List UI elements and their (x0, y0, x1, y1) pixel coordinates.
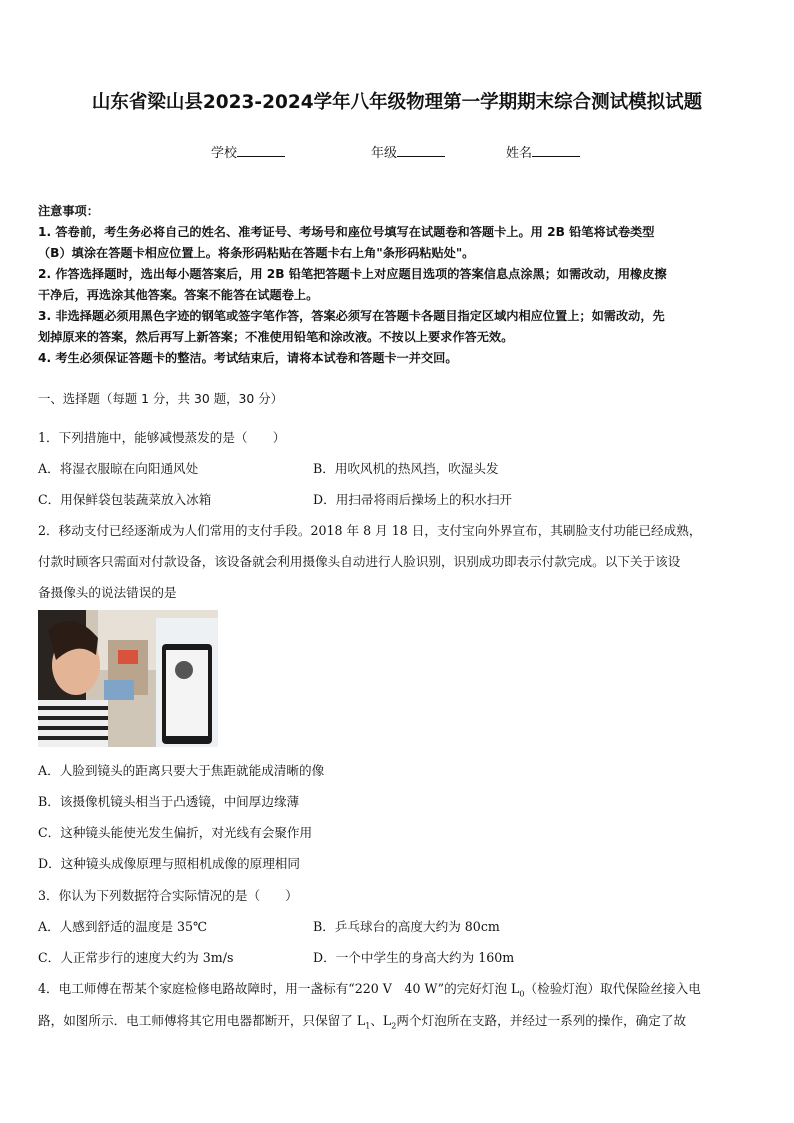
school-blank[interactable] (237, 144, 285, 157)
q2-stem-line: 2．移动支付已经逐渐成为人们常用的支付手段。2018 年 8 月 18 日，支付宝向外界宣布，其刷脸支付功能已经成熟， (38, 523, 702, 538)
notice-line: 1. 答卷前，考生务必将自己的姓名、准考证号、考场号和座位号填写在试题卷和答题卡上。用 2B 铅笔将试卷类型 (38, 225, 655, 239)
notice-line: 2. 作答选择题时，选出每小题答案后，用 2B 铅笔把答题卡上对应题目选项的答案信息点涂黑；如需改动，用橡皮擦 (38, 267, 667, 281)
q2-stem-line: 备摄像头的说法错误的是 (38, 585, 177, 600)
q4-subscript: 0 (519, 989, 525, 999)
q1-stem: 1．下列措施中，能够减慢蒸发的是（ ） (38, 430, 286, 445)
q4-text: （检验灯泡）取代保险丝接入电 (524, 981, 701, 996)
notice-line: 划掉原来的答案，然后再写上新答案；不准使用铅笔和涂改液。不按以上要求作答无效。 (38, 330, 514, 344)
q4-text: 路，如图所示．电工师傅将其它用电器都断开，只保留了 L (38, 1013, 366, 1028)
q2-option-d[interactable]: D．这种镜头成像原理与照相机成像的原理相同 (38, 856, 300, 871)
grade-blank[interactable] (397, 144, 445, 157)
q4-subscript: 2 (391, 1021, 397, 1031)
q3-option-a[interactable]: A．人感到舒适的温度是 35℃ (38, 919, 208, 934)
section-heading: 一、选择题（每题 1 分，共 30 题，30 分） (38, 391, 283, 406)
q2-stem-line: 付款时顾客只需面对付款设备，该设备就会利用摄像头自动进行人脸识别，识别成功即表示付款完成。以下关于该设 (38, 554, 681, 569)
notice-line: 4. 考生必须保证答题卡的整洁。考试结束后，请将本试卷和答题卡一并交回。 (38, 351, 458, 365)
q4-stem-line (38, 1010, 686, 1031)
q1-option-b[interactable]: B．用吹风机的热风挡，吹湿头发 (313, 461, 499, 476)
grade-label: 年级 (371, 146, 398, 161)
q3-option-d[interactable]: D．一个中学生的身高大约为 160m (313, 950, 515, 965)
q4-stem-line (38, 978, 701, 999)
name-field[interactable] (506, 142, 580, 161)
grade-field[interactable] (371, 142, 445, 161)
page-title: 山东省梁山县2023-2024学年八年级物理第一学期期末综合测试模拟试题 (91, 92, 703, 113)
notice-heading: 注意事项： (38, 204, 99, 218)
q4-subscript: 1 (365, 1021, 371, 1031)
q3-option-c[interactable]: C．人正常步行的速度大约为 3m/s (38, 950, 234, 965)
name-label: 姓名 (506, 146, 533, 161)
name-blank[interactable] (532, 144, 580, 157)
school-field[interactable] (211, 142, 285, 161)
notice-line: 3. 非选择题必须用黑色字迹的钢笔或签字笔作答，答案必须写在答题卡各题目指定区域内相应位置上；如需改动，先 (38, 309, 665, 323)
q2-option-c[interactable]: C．这种镜头能使光发生偏折，对光线有会聚作用 (38, 825, 313, 840)
notice-line: （B）填涂在答题卡相应位置上。将条形码粘贴在答题卡右上角"条形码粘贴处"。 (38, 246, 475, 260)
q3-stem: 3．你认为下列数据符合实际情况的是（ ） (38, 888, 298, 903)
q4-text: 两个灯泡所在支路，并经过一系列的操作，确定了故 (396, 1013, 687, 1028)
notice-block (38, 201, 760, 369)
q2-option-b[interactable]: B．该摄像机镜头相当于凸透镜，中间厚边缘薄 (38, 794, 300, 809)
q4-text: 、L (370, 1013, 392, 1028)
face-payment-illustration (38, 610, 218, 747)
school-label: 学校 (211, 146, 238, 161)
q4-text: 4．电工师傅在帮某个家庭检修电路故障时，用一盏标有“220 V 40 W”的完好灯泡 L (38, 981, 520, 996)
q2-option-a[interactable]: A．人脸到镜头的距离只要大于焦距就能成清晰的像 (38, 763, 325, 778)
notice-line: 干净后，再选涂其他答案。答案不能答在试题卷上。 (38, 288, 319, 302)
q1-option-c[interactable]: C．用保鲜袋包装蔬菜放入冰箱 (38, 492, 212, 507)
q3-option-b[interactable]: B．乒乓球台的高度大约为 80cm (313, 919, 500, 934)
q1-option-d[interactable]: D．用扫帚将雨后操场上的积水扫开 (313, 492, 513, 507)
q1-option-a[interactable]: A．将湿衣服晾在向阳通风处 (38, 461, 199, 476)
face-payment-photo (38, 610, 218, 747)
